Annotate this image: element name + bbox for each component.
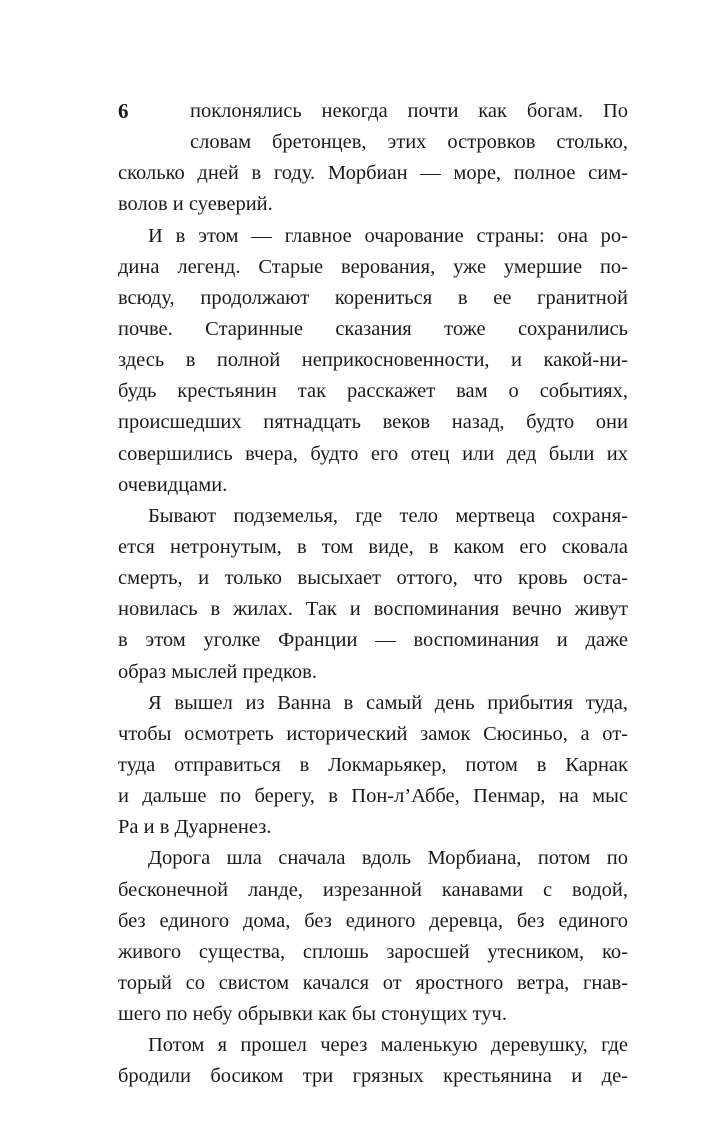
- text-line: и дальше по берегу, в Пон-л’Аббе, Пенмар, на мыс: [118, 785, 628, 808]
- text-line: И в этом — главное очарование страны: она ро-: [148, 224, 628, 247]
- text-line: словам бретонцев, этих островков столько,: [190, 131, 628, 154]
- text-line: чтобы осмотреть исторический замок Сюсиньо, а от-: [118, 722, 628, 745]
- text-line: совершились вчера, будто его отец или дед были их: [118, 442, 628, 465]
- book-page: [118, 96, 628, 1093]
- text-line: Дорога шла сначала вдоль Морбиана, потом по: [148, 847, 628, 870]
- text-line: Я вышел из Ванна в самый день прибытия туда,: [148, 691, 628, 714]
- text-line: очевидцами.: [118, 473, 228, 496]
- text-line: Потом я прошел через маленькую деревушку, где: [148, 1034, 628, 1057]
- text-line: почве. Старинные сказания тоже сохранились: [118, 317, 628, 340]
- text-line: ется нетронутым, в том виде, в каком его сковала: [118, 535, 628, 558]
- text-line: дина легенд. Старые верования, уже умершие по-: [118, 255, 628, 278]
- text-line: бродили босиком три грязных крестьянина и де-: [118, 1065, 628, 1088]
- text-line: Ра и в Дуарненез.: [118, 816, 272, 839]
- text-line: туда отправиться в Локмарьякер, потом в Карнак: [118, 753, 628, 776]
- text-line: Бывают подземелья, где тело мертвеца сохраня-: [148, 504, 628, 527]
- text-line: смерть, и только высыхает оттого, что кровь оста-: [118, 567, 628, 590]
- text-line: в этом уголке Франции — воспоминания и даже: [118, 629, 628, 652]
- text-line: всюду, продолжают корениться в ее гранитной: [118, 286, 628, 309]
- text-line: новилась в жилах. Так и воспоминания вечно живут: [118, 598, 628, 621]
- text-line: волов и суеверий.: [118, 193, 273, 216]
- text-line: бесконечной ланде, изрезанной канавами с водой,: [118, 878, 628, 901]
- text-line: образ мыслей предков.: [118, 660, 317, 683]
- text-line: происшедших пятнадцать веков назад, будто они: [118, 411, 628, 434]
- text-line: живого существа, сплошь заросшей утесником, ко-: [118, 940, 628, 963]
- page-number: 6: [118, 99, 129, 123]
- text-line: будь крестьянин так расскажет вам о событиях,: [118, 380, 628, 403]
- text-line: сколько дней в году. Морбиан — море, полное сим-: [118, 162, 628, 185]
- text-line: торый со свистом качался от яростного ветра, гнав-: [118, 971, 628, 994]
- text-line: без единого дома, без единого деревца, без единого: [118, 909, 628, 932]
- text-line: поклонялись некогда почти как богам. По: [190, 100, 628, 122]
- text-line: здесь в полной неприкосновенности, и какой-ни-: [118, 349, 628, 372]
- text-line: шего по небу обрывки как бы стонущих туч.: [118, 1003, 507, 1026]
